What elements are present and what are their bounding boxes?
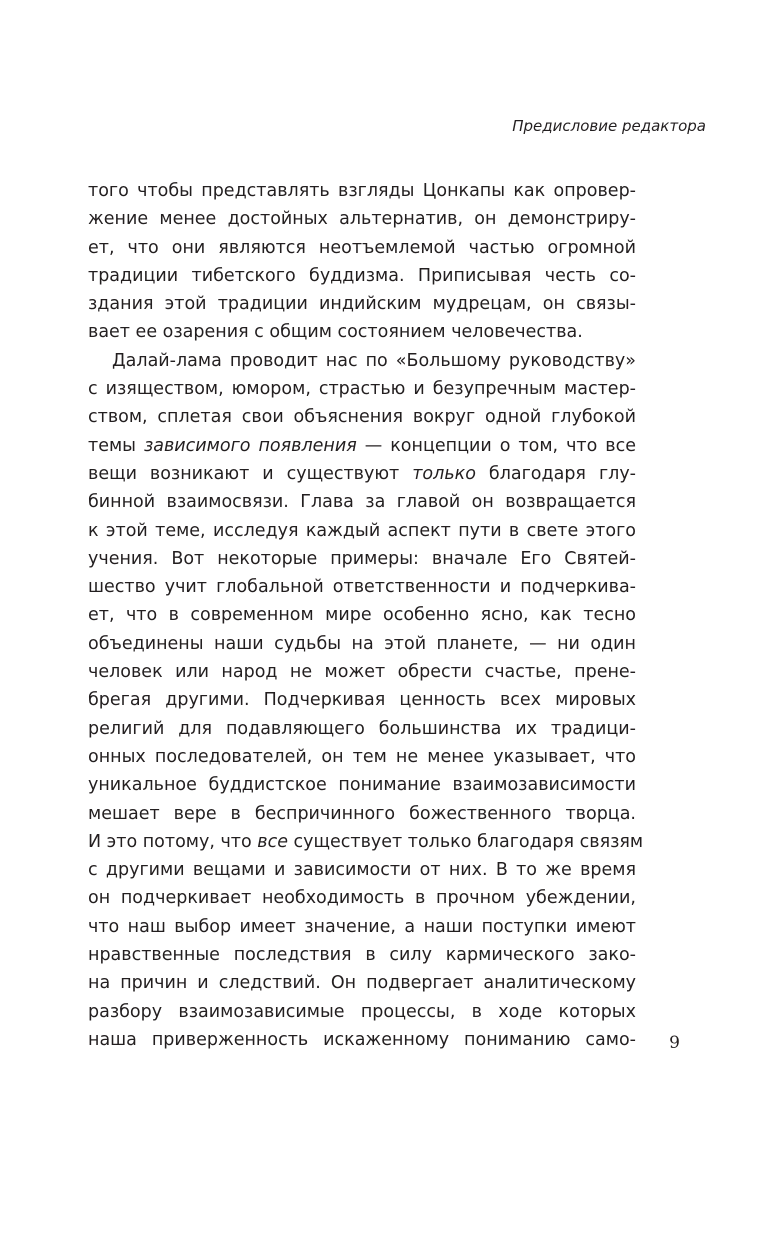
page-number: 9 [669,1033,680,1053]
text-line [88,460,636,488]
paragraph-1 [88,177,636,347]
text-line: того чтобы представлять взгляды Цонкапы как опровер- [88,181,636,201]
text-line: вает ее озарения с общим состоянием человечества. [88,322,583,343]
text-line: ет, что в современном мире особенно ясно, как тесно [88,605,636,626]
text-run: благодаря глу- [475,463,636,484]
text-line: брегая другими. Подчеркивая ценность всех мировых [88,690,636,711]
text-line: наша приверженность искаженному пониманию само- [88,1029,636,1050]
text-run: — концепции о том, что все [356,435,636,456]
text-line: к этой теме, исследуя каждый аспект пути в свете этого [88,520,636,541]
text-line: разбору взаимозависимые процессы, в ходе которых [88,1001,636,1022]
text-line: онных последователей, он тем не менее указывает, что [88,746,636,767]
text-line: религий для подавляющего большинства их традици- [88,718,636,739]
text-line: ет, что они являются неотъемлемой частью огромной [88,237,636,258]
text-line: ством, сплетая свои объяснения вокруг одной глубокой [88,407,636,428]
italic-emphasis: зависимого появления [143,435,357,456]
text-line: на причин и следствий. Он подвергает аналитическому [88,973,636,994]
text-line: с изяществом, юмором, страстью и безупречным мастер- [88,379,636,400]
text-line: учения. Вот некоторые примеры: вначале Его Святей- [88,548,636,569]
text-line: нравственные последствия в силу кармического зако- [88,945,636,966]
text-line: традиции тибетского буддизма. Приписывая честь со- [88,265,636,286]
text-line: шество учит глобальной ответственности и подчеркива- [88,577,636,598]
text-line: Далай-лама проводит нас по «Большому руководству» [112,350,636,371]
text-line [88,828,644,856]
body-text [88,177,644,1054]
running-head: Предисловие редактора [512,117,706,135]
text-run: темы [88,435,144,456]
text-line: что наш выбор имеет значение, а наши поступки имеют [88,916,636,937]
text-line: мешает вере в беспричинного божественного творца. [88,803,636,824]
text-line [88,432,636,460]
italic-emphasis: все [257,831,288,852]
paragraph-2 [88,347,644,1054]
text-line: уникальное буддистское понимание взаимозависимости [88,775,636,796]
text-line: жение менее достойных альтернатив, он демонстриру- [88,209,636,230]
text-line: он подчеркивает необходимость в прочном убеждении, [88,888,636,909]
text-line: с другими вещами и зависимости от них. В то же время [88,860,636,881]
text-run: вещи возникают и существуют [88,463,413,484]
text-run: существует только благодаря связям [287,831,644,852]
text-run: И это потому, что [88,831,258,852]
italic-emphasis: только [412,463,476,484]
text-line: человек или народ не может обрести счастье, прене- [88,662,636,683]
text-line: здания этой традиции индийским мудрецам, он связы- [88,294,636,315]
text-line: бинной взаимосвязи. Глава за главой он возвращается [88,492,636,513]
text-line: объединены наши судьбы на этой планете, — ни один [88,633,636,654]
